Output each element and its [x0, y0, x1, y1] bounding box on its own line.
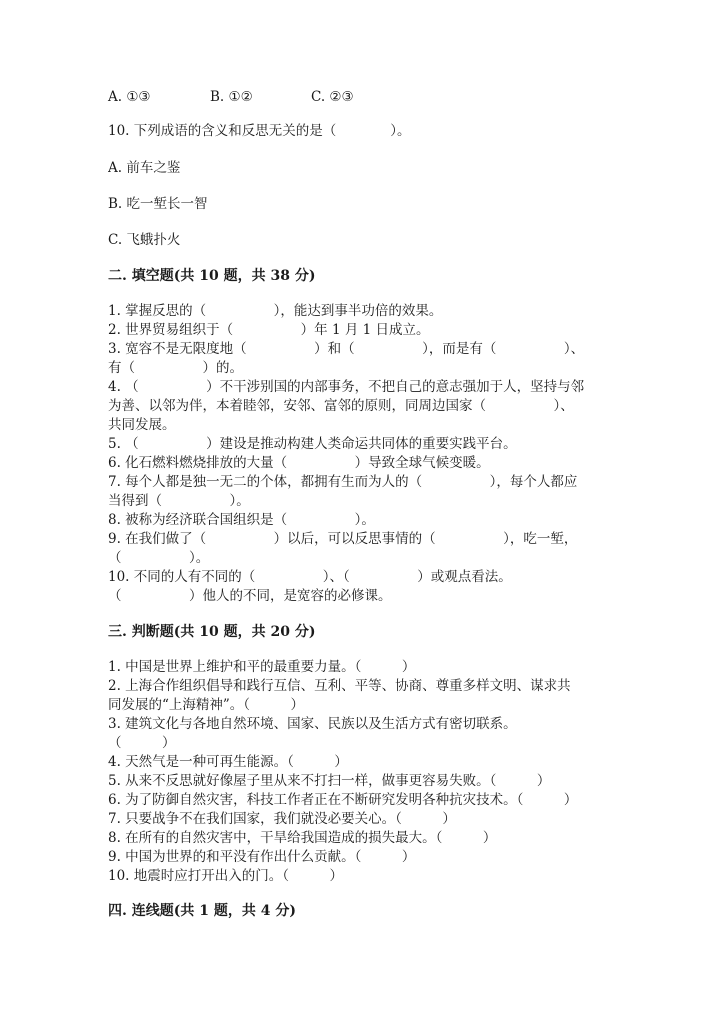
section-heading-fill-blank: 二. 填空题(共 10 题，共 38 分)	[108, 268, 316, 284]
fill-blank-line: 有（ ）的。	[108, 360, 243, 376]
q9-option-a: A. ①③	[108, 89, 151, 105]
fill-blank-line: 3. 宽容不是无限度地（ ）和（ ），而是有（ ）、	[108, 341, 585, 357]
fill-blank-line: 5. （ ）建设是推动构建人类命运共同体的重要实践平台。	[108, 436, 517, 452]
fill-blank-line: 8. 被称为经济联合国组织是（ ）。	[108, 512, 375, 528]
true-false-line: 8. 在所有的自然灾害中，干旱给我国造成的损失最大。（ ）	[108, 830, 497, 846]
q10-option-b: B. 吃一堑长一智	[108, 196, 208, 212]
fill-blank-line: 10. 不同的人有不同的（ ）、（ ）或观点看法。	[108, 569, 512, 585]
fill-blank-line: （ ）他人的不同，是宽容的必修课。	[108, 588, 392, 604]
fill-blank-line: 4. （ ）不干涉别国的内部事务，不把自己的意志强加于人，坚持与邻	[108, 379, 585, 395]
fill-blank-line: （ ）。	[108, 550, 210, 566]
fill-blank-line: 9. 在我们做了（ ）以后，可以反思事情的（ ），吃一堑，	[108, 531, 578, 547]
fill-blank-line: 7. 每个人都是独一无二的个体，都拥有生而为人的（ ），每个人都应	[108, 474, 578, 490]
q10-option-c: C. 飞蛾扑火	[108, 232, 181, 248]
true-false-line: 10. 地震时应打开出入的门。（ ）	[108, 868, 344, 884]
true-false-line: 9. 中国为世界的和平没有作出什么贡献。（ ）	[108, 849, 416, 865]
fill-blank-line: 6. 化石燃料燃烧排放的大量（ ）导致全球气候变暖。	[108, 455, 490, 471]
true-false-line: 7. 只要战争不在我们国家，我们就没必要关心。（ ）	[108, 811, 456, 827]
section-heading-matching: 四. 连线题(共 1 题，共 4 分)	[108, 903, 296, 919]
fill-blank-line: 1. 掌握反思的（ ），能达到事半功倍的效果。	[108, 303, 443, 319]
fill-blank-line: 当得到（ ）。	[108, 493, 250, 509]
q9-option-c: C. ②③	[311, 89, 354, 105]
true-false-line: 同发展的“上海精神”。（ ）	[108, 697, 305, 713]
true-false-line: 2. 上海合作组织倡导和践行互信、互利、平等、协商、尊重多样文明、谋求共	[108, 678, 571, 694]
fill-blank-line: 为善、以邻为伴，本着睦邻，安邻、富邻的原则，同周边国家（ ）、	[108, 398, 574, 414]
true-false-line: （ ）	[108, 735, 176, 751]
true-false-line: 5. 从来不反思就好像屋子里从来不打扫一样，做事更容易失败。（ ）	[108, 773, 551, 789]
true-false-line: 4. 天然气是一种可再生能源。（ ）	[108, 754, 348, 770]
q9-option-b: B. ①②	[210, 89, 253, 105]
true-false-line: 3. 建筑文化与各地自然环境、国家、民族以及生活方式有密切联系。	[108, 716, 517, 732]
fill-blank-line: 共同发展。	[108, 417, 176, 433]
true-false-line: 6. 为了防御自然灾害，科技工作者正在不断研究发明各种抗灾技术。（ ）	[108, 792, 578, 808]
section-heading-true-false: 三. 判断题(共 10 题，共 20 分)	[108, 624, 316, 640]
true-false-line: 1. 中国是世界上维护和平的最重要力量。（ ）	[108, 659, 416, 675]
fill-blank-line: 2. 世界贸易组织于（ ）年 1 月 1 日成立。	[108, 322, 430, 338]
q10-stem: 10. 下列成语的含义和反思无关的是（ ）。	[108, 123, 411, 139]
q10-option-a: A. 前车之鉴	[108, 160, 181, 176]
